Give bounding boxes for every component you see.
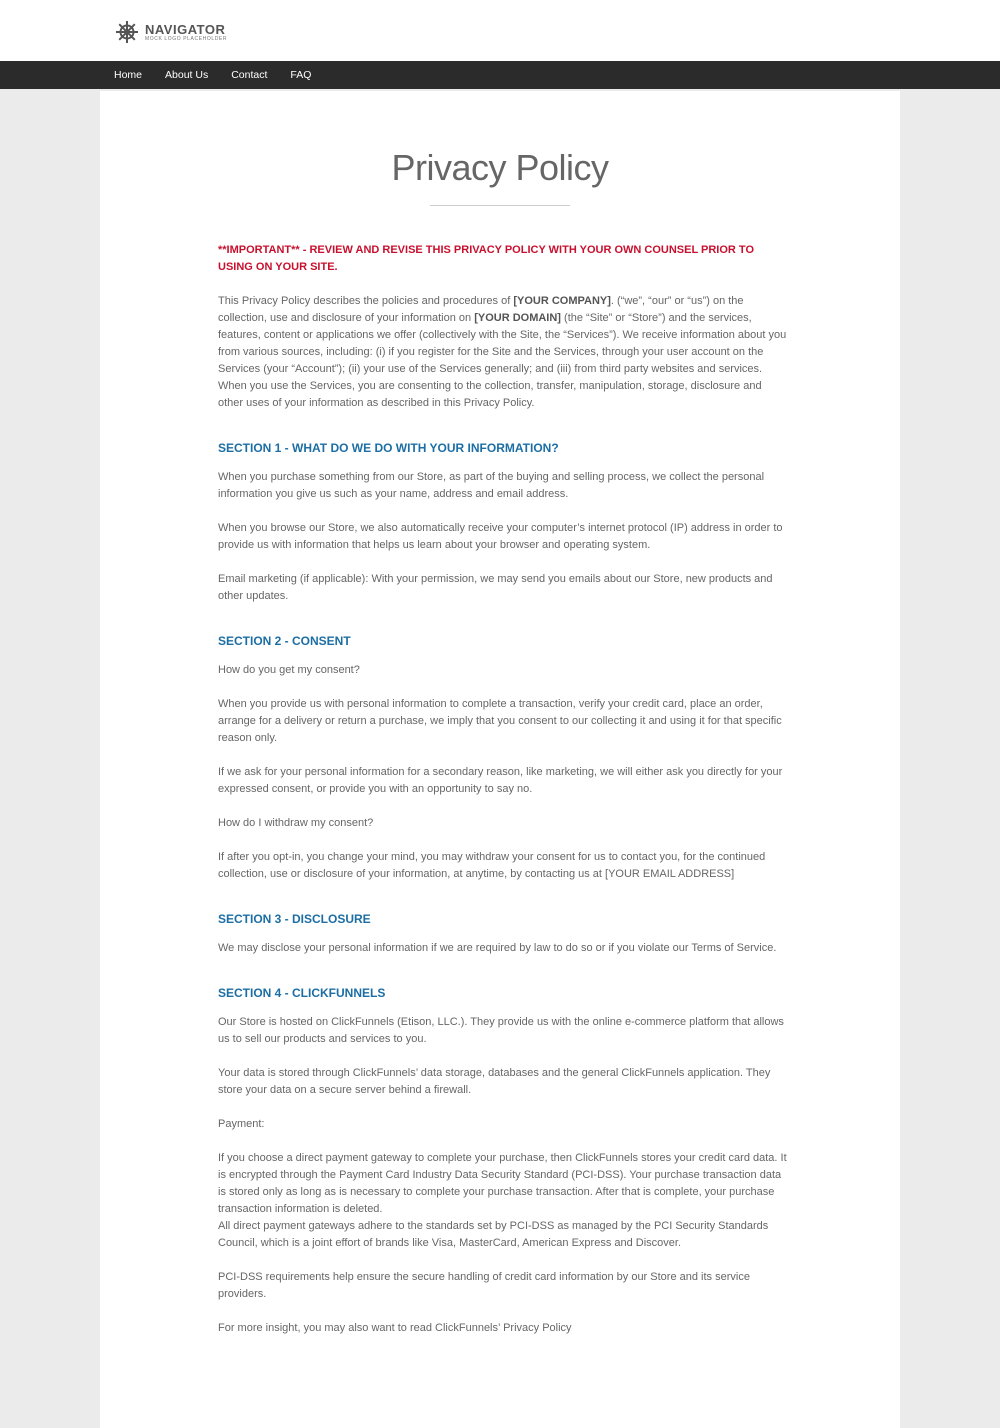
nav-contact[interactable]: Contact — [231, 69, 268, 81]
intro-paragraph — [218, 293, 788, 412]
content-card — [100, 91, 900, 1428]
section-4-paragraph: All direct payment gateways adhere to the standards set by PCI-DSS as managed by the PCI Security Standards Council, which is a joint effort of brands like Visa, MasterCard, American Express and Discover. — [218, 1220, 769, 1249]
intro-text-1: This Privacy Policy describes the policies and procedures of — [218, 295, 514, 307]
section-2-heading: SECTION 2 - CONSENT — [218, 634, 351, 648]
nav-faq[interactable]: FAQ — [290, 69, 312, 81]
section-4-paragraph: Your data is stored through ClickFunnels’ data storage, databases and the general ClickFunnels application. They store your data on a secure server behind a firewall. — [218, 1067, 771, 1096]
section-4-paragraph: Our Store is hosted on ClickFunnels (Etison, LLC.). They provide us with the online e-commerce platform that allows us to sell our products and services to you. — [218, 1016, 784, 1045]
section-4-paragraph: For more insight, you may also want to read ClickFunnels’ Privacy Policy — [218, 1322, 572, 1334]
logo-title: NAVIGATOR — [145, 21, 226, 37]
section-3-heading: SECTION 3 - DISCLOSURE — [218, 912, 371, 926]
section-3-paragraph: We may disclose your personal information if we are required by law to do so or if you violate our Terms of Service. — [218, 942, 777, 954]
domain-placeholder: [YOUR DOMAIN] — [474, 312, 561, 324]
section-4-paragraph: PCI-DSS requirements help ensure the secure handling of credit card information by our Store and its service providers. — [218, 1271, 750, 1300]
logo-subtitle: MOCK LOGO PLACEHOLDER — [145, 35, 228, 42]
section-1-paragraph: When you purchase something from our Store, as part of the buying and selling process, we collect the personal information you give us such as your name, address and email address. — [218, 471, 765, 500]
section-4-paragraph: If you choose a direct payment gateway to complete your purchase, then ClickFunnels stores your credit card data. It is encrypted through the Payment Card Industry Data Security Standard (PCI-DSS). Your purchase transaction data is stored only as long as is necessary to complete your purchase transaction. After that is complete, your purchase transaction information is deleted. — [218, 1152, 787, 1215]
intro-text-3: (the “Site” or “Store”) and the services, features, content or applications we offer (collectively with the Site, the “Services”). We receive information about you from various sources, including: (i) if you register for the Site and the Services, through your user account on the Services (your “Account”); (ii) your use of the Services generally; and (iii) from third party websites and services. When you use the Services, you are consenting to the collection, transfer, manipulation, storage, disclosure and other uses of your information as described in this Privacy Policy. — [218, 312, 787, 409]
nav-bar — [0, 61, 1000, 89]
section-2-paragraph: When you provide us with personal information to complete a transaction, verify your credit card, place an order, arrange for a delivery or return a purchase, we imply that you consent to our collecting it and using it for that specific reason only. — [218, 698, 782, 744]
title-divider — [430, 205, 570, 206]
section-2-paragraph: If we ask for your personal information for a secondary reason, like marketing, we will either ask you directly for your expressed consent, or provide you with an opportunity to say no. — [218, 766, 783, 795]
section-1-paragraph: Email marketing (if applicable): With your permission, we may send you emails about our Store, new products and other updates. — [218, 573, 773, 602]
page-title: Privacy Policy — [391, 147, 609, 188]
section-2-paragraph: If after you opt-in, you change your mind, you may withdraw your consent for us to contact you, for the continued collection, use or disclosure of your information, at anytime, by contacting us at [YOUR EMAIL ADDRESS] — [218, 851, 766, 880]
section-2-paragraph: How do I withdraw my consent? — [218, 817, 374, 829]
company-placeholder: [YOUR COMPANY] — [513, 295, 611, 307]
nav-about-us[interactable]: About Us — [165, 69, 209, 81]
header-bar — [0, 0, 1000, 61]
section-1-paragraph: When you browse our Store, we also automatically receive your computer’s internet protocol (IP) address in order to provide us with information that helps us learn about your browser and operating system. — [218, 522, 783, 551]
intro-text-2: . (“we”, “our” or “us”) on the collection, use and disclosure of your information on — [218, 295, 744, 324]
policy-content — [218, 242, 788, 1354]
nav-home[interactable]: Home — [114, 69, 143, 81]
section-2-paragraph: How do you get my consent? — [218, 664, 360, 676]
logo[interactable] — [115, 20, 227, 44]
section-4-paragraph: Payment: — [218, 1118, 265, 1130]
important-notice: **IMPORTANT** - REVIEW AND REVISE THIS PRIVACY POLICY WITH YOUR OWN COUNSEL PRIOR TO USING ON YOUR SITE. — [218, 244, 754, 273]
ship-wheel-icon — [115, 20, 139, 44]
section-4-heading: SECTION 4 - CLICKFUNNELS — [218, 986, 386, 1000]
section-1-heading: SECTION 1 - WHAT DO WE DO WITH YOUR INFORMATION? — [218, 441, 559, 455]
